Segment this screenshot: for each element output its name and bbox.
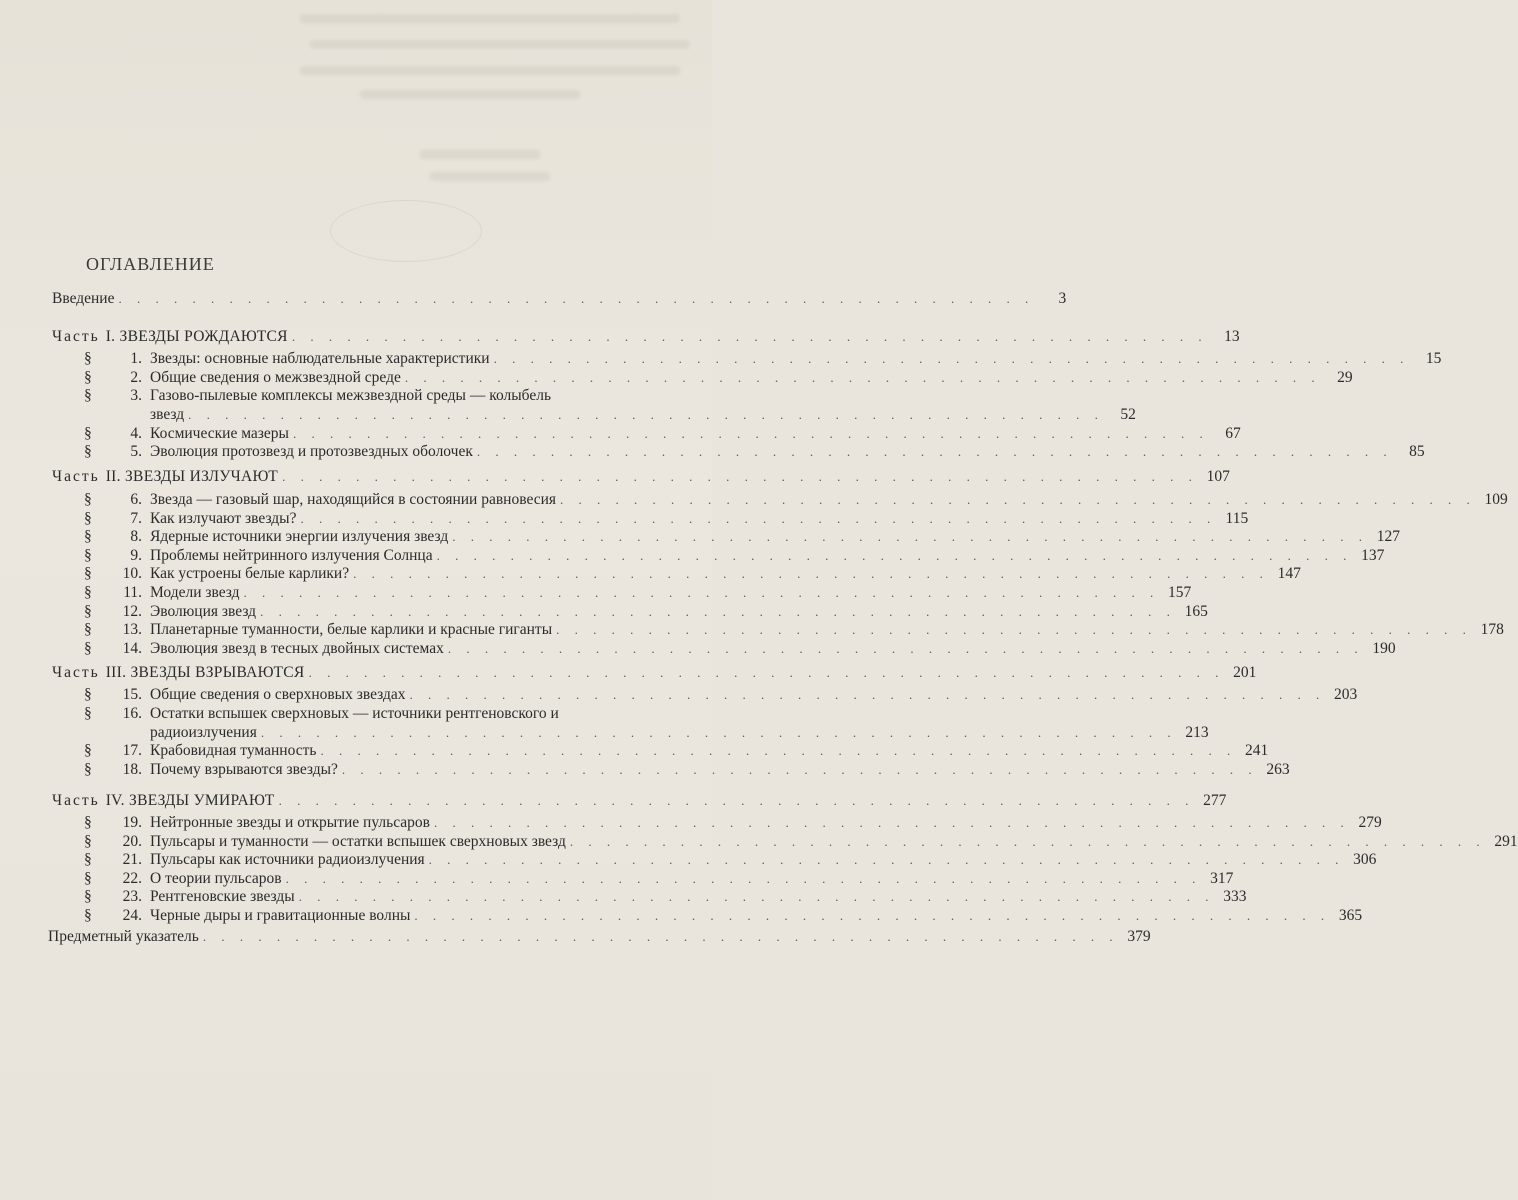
section-title: Остатки вспышек сверхновых — источники рентгеновского и: [150, 704, 559, 722]
toc-section-continuation: [150, 723, 1209, 741]
dot-leader: . . . . . . . . . . . . . . . . . . . . . . . . . . . . . . . . . . . . . . . . . . . . . . . . . .: [404, 369, 1321, 385]
dot-leader: . . . . . . . . . . . . . . . . . . . . . . . . . . . . . . . . . . . . . . . . . . . . . . . . . .: [243, 585, 1160, 600]
dot-leader: . . . . . . . . . . . . . . . . . . . . . . . . . . . . . . . . . . . . . . . . . . . . . . . . . .: [560, 492, 1476, 507]
part-heading: [52, 792, 275, 809]
part-numeral: IV.: [105, 792, 125, 809]
page-number: 127: [1376, 528, 1400, 546]
dot-leader: . . . . . . . . . . . . . . . . . . . . . . . . . . . . . . . . . . . . . . . . . . . . . . . . . .: [282, 469, 1198, 484]
section-title: Эволюция протозвезд и протозвездных оболочек: [150, 443, 473, 461]
part-numeral: I.: [105, 328, 116, 345]
section-title: Как устроены белые карлики?: [150, 565, 350, 583]
section-sign: §: [84, 621, 92, 639]
part-title: ЗВЕЗДЫ РОЖДАЮТСЯ: [119, 328, 288, 345]
section-entry: [84, 387, 551, 404]
page-number: 178: [1480, 621, 1504, 639]
section-entry: [84, 369, 401, 386]
part-title: ЗВЕЗДЫ ВЗРЫВАЮТСЯ: [130, 664, 305, 681]
toc-section-18: [84, 760, 1290, 778]
dot-leader: . . . . . . . . . . . . . . . . . . . . . . . . . . . . . . . . . . . . . . . . . . . . . . . . . .: [188, 407, 1104, 423]
section-sign: §: [84, 832, 92, 850]
dot-leader: . . . . . . . . . . . . . . . . . . . . . . . . . . . . . . . . . . . . . . . . . . . . . . . . . .: [292, 425, 1209, 441]
toc-section-23: [84, 888, 1247, 906]
section-title: Пульсары и туманности — остатки вспышек сверхновых звезд: [150, 832, 566, 850]
page-number: 317: [1210, 869, 1234, 887]
toc-section-24: [84, 907, 1363, 924]
section-number: 24.: [122, 907, 142, 924]
bleed-through-line: [420, 150, 540, 159]
toc-section-11: [84, 584, 1192, 601]
dot-leader: . . . . . . . . . . . . . . . . . . . . . . . . . . . . . . . . . . . . . . . . . . . . . . . . . .: [202, 929, 1119, 944]
toc-section-15: [84, 686, 1358, 703]
section-sign: §: [84, 368, 92, 386]
section-entry: [84, 425, 289, 442]
section-sign: §: [84, 509, 92, 527]
section-title: Ядерные источники энергии излучения звезд: [150, 528, 449, 546]
section-number: 2.: [130, 368, 142, 386]
section-title: Крабовидная туманность: [150, 742, 317, 760]
dot-leader: . . . . . . . . . . . . . . . . . . . . . . . . . . . . . . . . . . . . . . . . . . . . . . . . . .: [118, 291, 1035, 306]
toc-part-1: [52, 328, 1240, 345]
section-title: Эволюция звезд в тесных двойных системах: [150, 639, 444, 657]
page-number: 52: [1120, 406, 1136, 424]
section-sign: §: [84, 907, 92, 924]
section-title-continued: радиоизлучения: [150, 723, 257, 741]
toc-section-19: [84, 814, 1382, 831]
toc-section-22: [84, 869, 1234, 887]
toc-section-2: [84, 368, 1353, 386]
dot-leader: . . . . . . . . . . . . . . . . . . . . . . . . . . . . . . . . . . . . . . . . . . . . . . . . . .: [278, 793, 1195, 808]
dot-leader: . . . . . . . . . . . . . . . . . . . . . . . . . . . . . . . . . . . . . . . . . . . . . . . . . .: [320, 743, 1237, 759]
section-number: 12.: [122, 602, 142, 620]
section-sign: §: [84, 528, 92, 546]
bleed-through-line: [360, 90, 580, 99]
page-number: 157: [1168, 584, 1192, 601]
section-number: 1.: [130, 350, 142, 367]
toc-section-5: [84, 443, 1425, 461]
section-number: 22.: [122, 869, 142, 887]
section-number: 4.: [130, 424, 142, 442]
section-sign: §: [84, 851, 92, 869]
section-number: 20.: [122, 832, 142, 850]
section-number: 14.: [122, 639, 142, 657]
dot-leader: . . . . . . . . . . . . . . . . . . . . . . . . . . . . . . . . . . . . . . . . . . . . . . . . . .: [298, 889, 1215, 905]
page-number: 67: [1225, 424, 1241, 442]
page-number: 85: [1409, 443, 1425, 461]
section-title: Звезды: основные наблюдательные характеристики: [150, 350, 490, 367]
section-entry: [84, 584, 240, 601]
section-title: Планетарные туманности, белые карлики и красные гиганты: [150, 621, 553, 639]
page-number: 291: [1494, 832, 1518, 850]
page-number: 213: [1185, 723, 1209, 741]
page-number: 263: [1266, 760, 1290, 778]
toc-section-3: [84, 387, 697, 404]
section-number: 19.: [122, 814, 142, 831]
page-number: 306: [1353, 851, 1377, 869]
page-number: 29: [1337, 368, 1353, 386]
dot-leader: . . . . . . . . . . . . . . . . . . . . . . . . . . . . . . . . . . . . . . . . . . . . . . . . . .: [433, 815, 1350, 830]
section-sign: §: [84, 387, 92, 405]
section-entry: [84, 621, 552, 638]
part-title: ЗВЕЗДЫ УМИРАЮТ: [129, 792, 275, 809]
part-numeral: II.: [105, 468, 121, 485]
page-number: 15: [1425, 350, 1442, 367]
page-number: 203: [1334, 686, 1358, 703]
part-heading: [52, 468, 278, 485]
part-label: Часть: [52, 664, 100, 681]
dot-leader: . . . . . . . . . . . . . . . . . . . . . . . . . . . . . . . . . . . . . . . . . . . . . . . . . .: [428, 852, 1345, 868]
section-sign: §: [84, 565, 92, 583]
dot-leader: . . . . . . . . . . . . . . . . . . . . . . . . . . . . . . . . . . . . . . . . . . . . . . . . . .: [409, 687, 1326, 702]
section-title: Общие сведения о сверхновых звездах: [150, 686, 406, 703]
section-sign: §: [84, 760, 92, 778]
page-number: 190: [1372, 639, 1396, 657]
bleed-through-line: [300, 14, 680, 23]
bleed-through-line: [430, 172, 550, 181]
section-title: Нейтронные звезды и открытие пульсаров: [150, 814, 430, 831]
bleed-through-line: [310, 40, 690, 49]
part-label: Часть: [52, 792, 100, 809]
section-sign: §: [84, 350, 92, 367]
section-title: Пульсары как источники радиоизлучения: [150, 851, 425, 869]
page-number: 147: [1277, 565, 1301, 583]
entry-label: Введение: [52, 290, 115, 307]
dot-leader: . . . . . . . . . . . . . . . . . . . . . . . . . . . . . . . . . . . . . . . . . . . . . . . . . .: [285, 870, 1202, 886]
section-title: Рентгеновские звезды: [150, 888, 295, 906]
section-number: 18.: [122, 760, 142, 778]
part-numeral: III.: [105, 664, 127, 681]
section-entry: [84, 547, 433, 564]
section-sign: §: [84, 639, 92, 657]
toc-section-10: [84, 565, 1301, 583]
section-number: 6.: [130, 491, 142, 508]
section-sign: §: [84, 424, 92, 442]
dot-leader: . . . . . . . . . . . . . . . . . . . . . . . . . . . . . . . . . . . . . . . . . . . . . . . . . .: [476, 444, 1393, 460]
section-sign: §: [84, 704, 92, 722]
section-number: 13.: [122, 621, 142, 639]
section-number: 23.: [122, 888, 142, 906]
section-entry: [84, 640, 444, 657]
part-heading: [52, 328, 288, 345]
toc-section-6: [84, 491, 1508, 508]
page-number: 115: [1225, 509, 1249, 527]
section-title: Общие сведения о межзвездной среде: [150, 368, 401, 386]
section-entry: [84, 350, 490, 367]
section-sign: §: [84, 602, 92, 620]
page-number: 279: [1358, 814, 1382, 831]
dot-leader: . . . . . . . . . . . . . . . . . . . . . . . . . . . . . . . . . . . . . . . . . . . . . . . . . .: [353, 566, 1269, 582]
toc-section-12: [84, 602, 1208, 620]
section-number: 5.: [130, 443, 142, 461]
section-entry: [84, 528, 448, 545]
section-entry: [84, 888, 295, 905]
dot-leader: . . . . . . . . . . . . . . . . . . . . . . . . . . . . . . . . . . . . . . . . . . . . . . . . . .: [300, 510, 1217, 526]
section-title: Космические мазеры: [150, 424, 289, 442]
toc-section-continuation: [150, 406, 1136, 424]
section-entry: [84, 491, 556, 508]
page-number: 13: [1224, 328, 1240, 345]
dot-leader: . . . . . . . . . . . . . . . . . . . . . . . . . . . . . . . . . . . . . . . . . . . . . . . . . .: [414, 908, 1331, 923]
section-entry: [84, 686, 406, 703]
section-number: 3.: [130, 387, 142, 405]
dot-leader: . . . . . . . . . . . . . . . . . . . . . . . . . . . . . . . . . . . . . . . . . . . . . . . . . .: [569, 833, 1486, 849]
section-sign: §: [84, 546, 92, 564]
section-sign: §: [84, 584, 92, 601]
section-title: Проблемы нейтринного излучения Солнца: [150, 546, 433, 564]
toc-section-7: [84, 509, 1249, 527]
part-heading: [52, 664, 305, 681]
section-number: 21.: [122, 851, 142, 869]
toc-section-13: [84, 621, 1504, 639]
toc-part-2: [52, 468, 1230, 485]
section-sign: §: [84, 869, 92, 887]
part-label: Часть: [52, 468, 100, 485]
section-title: Как излучают звезды?: [150, 509, 297, 527]
toc-section-17: [84, 742, 1269, 760]
page-number: 333: [1223, 888, 1247, 906]
part-title: ЗВЕЗДЫ ИЗЛУЧАЮТ: [124, 468, 279, 485]
part-label: Часть: [52, 328, 100, 345]
section-entry: [84, 510, 296, 527]
dot-leader: . . . . . . . . . . . . . . . . . . . . . . . . . . . . . . . . . . . . . . . . . . . . . . . . . .: [291, 329, 1208, 344]
toc-section-4: [84, 424, 1241, 442]
section-entry: [84, 443, 473, 460]
toc-part-3: [52, 664, 1257, 681]
page-number: 201: [1233, 664, 1257, 681]
toc-title: ОГЛАВЛЕНИЕ: [86, 254, 215, 274]
page-number: 165: [1184, 602, 1208, 620]
section-title: Почему взрываются звезды?: [150, 760, 338, 778]
page-number: 241: [1244, 742, 1269, 760]
section-entry: [84, 907, 410, 924]
page-number: 277: [1203, 792, 1227, 809]
toc-section-14: [84, 639, 1396, 657]
section-number: 11.: [123, 584, 142, 601]
section-number: 10.: [122, 565, 142, 583]
section-sign: §: [84, 686, 92, 703]
dot-leader: . . . . . . . . . . . . . . . . . . . . . . . . . . . . . . . . . . . . . . . . . . . . . . . . . .: [556, 622, 1472, 638]
dot-leader: . . . . . . . . . . . . . . . . . . . . . . . . . . . . . . . . . . . . . . . . . . . . . . . . . .: [452, 529, 1368, 545]
section-entry: [84, 705, 559, 722]
section-title: Черные дыры и гравитационные волны: [150, 907, 411, 924]
dot-leader: . . . . . . . . . . . . . . . . . . . . . . . . . . . . . . . . . . . . . . . . . . . . . . . . . .: [493, 351, 1410, 366]
dot-leader: . . . . . . . . . . . . . . . . . . . . . . . . . . . . . . . . . . . . . . . . . . . . . . . . . .: [436, 547, 1353, 563]
section-number: 9.: [130, 546, 142, 564]
page-number: 109: [1484, 491, 1508, 508]
section-entry: [84, 833, 566, 850]
toc-section-8: [84, 528, 1400, 546]
page-number: 107: [1206, 468, 1230, 485]
faint-stamp: [330, 200, 482, 262]
toc-entry-intro: [52, 290, 1067, 307]
toc-section-21: [84, 851, 1377, 869]
section-entry: [84, 814, 430, 831]
toc-section-16: [84, 705, 697, 722]
section-entry: [84, 603, 256, 620]
section-entry: [84, 742, 316, 759]
section-entry: [84, 761, 338, 778]
dot-leader: . . . . . . . . . . . . . . . . . . . . . . . . . . . . . . . . . . . . . . . . . . . . . . . . . .: [308, 665, 1225, 680]
section-number: 15.: [122, 686, 142, 703]
section-number: 17.: [122, 742, 142, 760]
section-title: Звезда — газовый шар, находящийся в состоянии равновесия: [150, 491, 557, 508]
section-sign: §: [84, 888, 92, 906]
toc-section-9: [84, 546, 1385, 564]
page-number: 379: [1127, 928, 1151, 945]
section-sign: §: [84, 742, 92, 760]
toc-entry-index: [48, 928, 1151, 945]
dot-leader: . . . . . . . . . . . . . . . . . . . . . . . . . . . . . . . . . . . . . . . . . . . . . . . . . .: [260, 603, 1176, 619]
section-sign: §: [84, 491, 92, 508]
toc-section-1: [84, 350, 1442, 367]
toc-section-20: [84, 832, 1518, 850]
toc-part-4: [52, 792, 1227, 809]
section-entry: [84, 851, 425, 868]
section-number: 7.: [130, 509, 142, 527]
section-sign: §: [84, 814, 92, 831]
section-entry: [84, 870, 282, 887]
page-number: 3: [1058, 290, 1067, 307]
dot-leader: . . . . . . . . . . . . . . . . . . . . . . . . . . . . . . . . . . . . . . . . . . . . . . . . . .: [341, 761, 1258, 777]
section-title: Модели звезд: [150, 584, 240, 601]
section-entry: [84, 565, 349, 582]
dot-leader: . . . . . . . . . . . . . . . . . . . . . . . . . . . . . . . . . . . . . . . . . . . . . . . . . .: [260, 724, 1177, 740]
section-sign: §: [84, 443, 92, 461]
section-number: 8.: [130, 528, 142, 546]
entry-label: Предметный указатель: [48, 928, 199, 945]
dot-leader: . . . . . . . . . . . . . . . . . . . . . . . . . . . . . . . . . . . . . . . . . . . . . . . . . .: [447, 640, 1364, 656]
page-number: 365: [1338, 907, 1363, 924]
section-title: Газово-пылевые комплексы межзвездной среды — колыбель: [150, 387, 552, 405]
section-number: 16.: [122, 704, 142, 722]
page-number: 137: [1361, 546, 1385, 564]
bleed-through-line: [300, 66, 680, 75]
section-title: О теории пульсаров: [150, 869, 282, 887]
section-title-continued: звезд: [150, 406, 185, 424]
section-title: Эволюция звезд: [150, 602, 257, 620]
